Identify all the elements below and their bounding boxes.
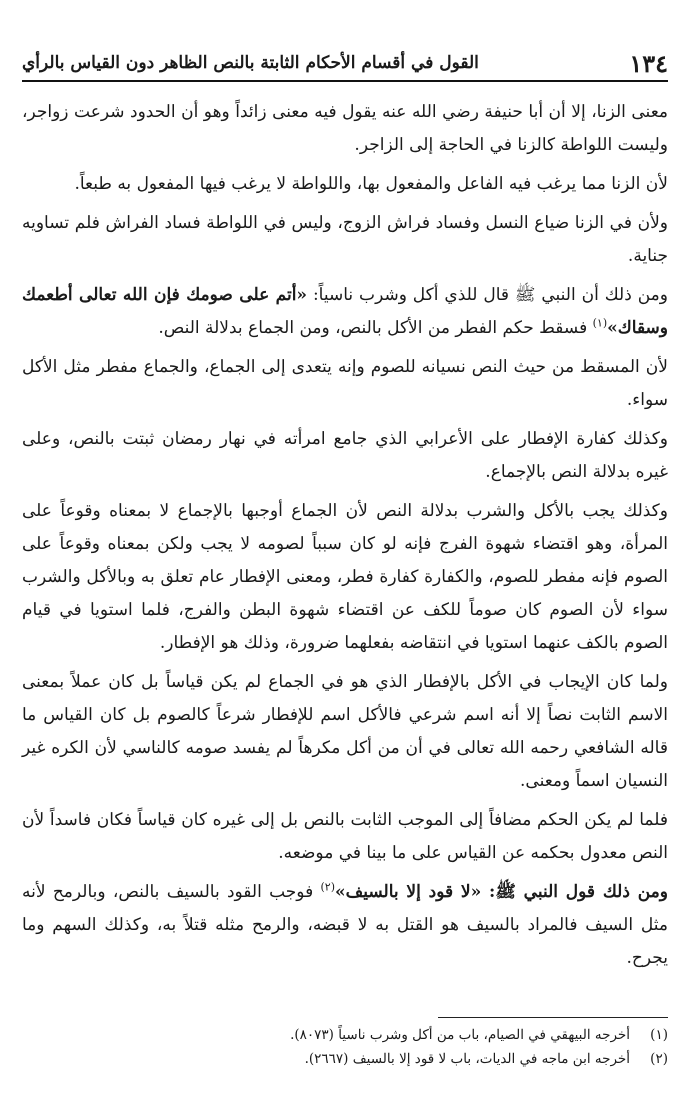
paragraph-5: لأن المسقط من حيث النص نسيانه للصوم وإنه يتعدى إلى الجماع، والجماع مفطر مثل الأكل سواء.	[22, 357, 668, 410]
footnote-item	[22, 1023, 668, 1047]
paragraph-1: معنى الزنا، إلا أن أبا حنيفة رضي الله عنه يقول فيه معنى زائداً وهو أن الحدود شرعت زواجر، وليست اللواطة كالزنا في الحاجة إلى الزاجر.	[22, 102, 668, 155]
footnote-number: (١)	[650, 1027, 668, 1043]
running-title: القول في أقسام الأحكام الثابتة بالنص الظاهر دون القياس بالرأي	[22, 53, 479, 73]
paragraph-9: فلما لم يكن الحكم مضافاً إلى الموجب الثابت بالنص بل إلى غيره كان قياساً فكان فاسداً لأن النص معدول بحكمه عن القياس على ما بينا في موضعه.	[22, 810, 668, 863]
paragraph-4-lead: ومن ذلك أن النبي ﷺ قال للذي أكل وشرب ناسياً:	[307, 285, 668, 305]
footnote-item	[22, 1047, 668, 1071]
footnote-text: أخرجه البيهقي في الصيام، باب من أكل وشرب ناسياً (٨٠٧٣).	[290, 1027, 630, 1043]
footnote-ref-1: (١)	[592, 316, 608, 330]
main-text	[22, 96, 668, 981]
paragraph-4	[22, 279, 668, 345]
paragraph-2: لأن الزنا مما يرغب فيه الفاعل والمفعول بها، واللواطة لا يرغب فيها المفعول به طبعاً.	[74, 174, 668, 194]
paragraph-3: ولأن في الزنا ضياع النسل وفساد فراش الزوج، وليس في اللواطة فساد الفراش فلم تساويه جناية.	[22, 213, 668, 266]
paragraph-4-tail: فسقط حكم الفطر من الأكل بالنص، ومن الجماع بدلالة النص.	[158, 318, 593, 338]
hadith-quote-2: «لا قود إلا بالسيف»	[335, 882, 482, 902]
page-number: ١٣٤	[629, 48, 668, 78]
footnotes	[22, 1023, 668, 1071]
hadith-quote-1: «أتم على صومك فإن الله تعالى أطعمك وسقاك»	[22, 285, 668, 338]
paragraph-10-lead: ومن ذلك قول النبي ﷺ:	[481, 882, 668, 902]
paragraph-7: وكذلك يجب بالأكل والشرب بدلالة النص لأن الجماع أوجبها بالإجماع لا بمعناه وقوعاً على المرأة، وهو اقتضاء شهوة الفرج فإنه لو كان سبباً لصومه لا يجب ولكن بمعناه وقوعاً على الصوم فإنه مفطر للصوم، والكفارة كفارة فطر، ومعنى الإفطار عام تعلق به وبالأكل والشرب سواء لأن الصوم كان صوماً للكف عن اقتضاء شهوة البطن والفرج، فلما استويا في قيام الصوم بالكف عنهما استويا في انتقاضه بفعلهما ضرورة، وذلك هو الإفطار.	[22, 501, 668, 653]
footnote-ref-2: (٢)	[320, 880, 336, 894]
paragraph-8: ولما كان الإيجاب في الأكل بالإفطار الذي هو في الجماع لم يكن قياساً بل كان عملاً بمعنى الاسم الثابت نصاً إلا أنه اسم شرعي فالأكل اسم للإفطار شرعاً كالصوم بل كان القياس ما قاله الشافعي رحمه الله تعالى في أن من أكل مكرهاً لم يفسد صومه كالناسي لأن الكره غير النسيان اسماً ومعنى.	[22, 672, 668, 791]
page-header	[22, 46, 668, 82]
footnote-number: (٢)	[650, 1051, 668, 1067]
paragraph-6: وكذلك كفارة الإفطار على الأعرابي الذي جامع امرأته في نهار رمضان ثبتت بالنص، وعلى غيره بدلالة النص بالإجماع.	[22, 429, 668, 482]
paragraph-10	[22, 876, 668, 975]
footnote-divider	[438, 1017, 668, 1018]
paragraph-10-tail: فوجب القود بالسيف بالنص، وبالرمح لأنه مثل السيف فالمراد بالسيف هو القتل به لا قبضه، والرمح مثله قتلاً به، وكذلك السهم وما يجرح.	[22, 882, 668, 968]
footnote-text: أخرجه ابن ماجه في الديات، باب لا قود إلا بالسيف (٢٦٦٧).	[304, 1051, 630, 1067]
